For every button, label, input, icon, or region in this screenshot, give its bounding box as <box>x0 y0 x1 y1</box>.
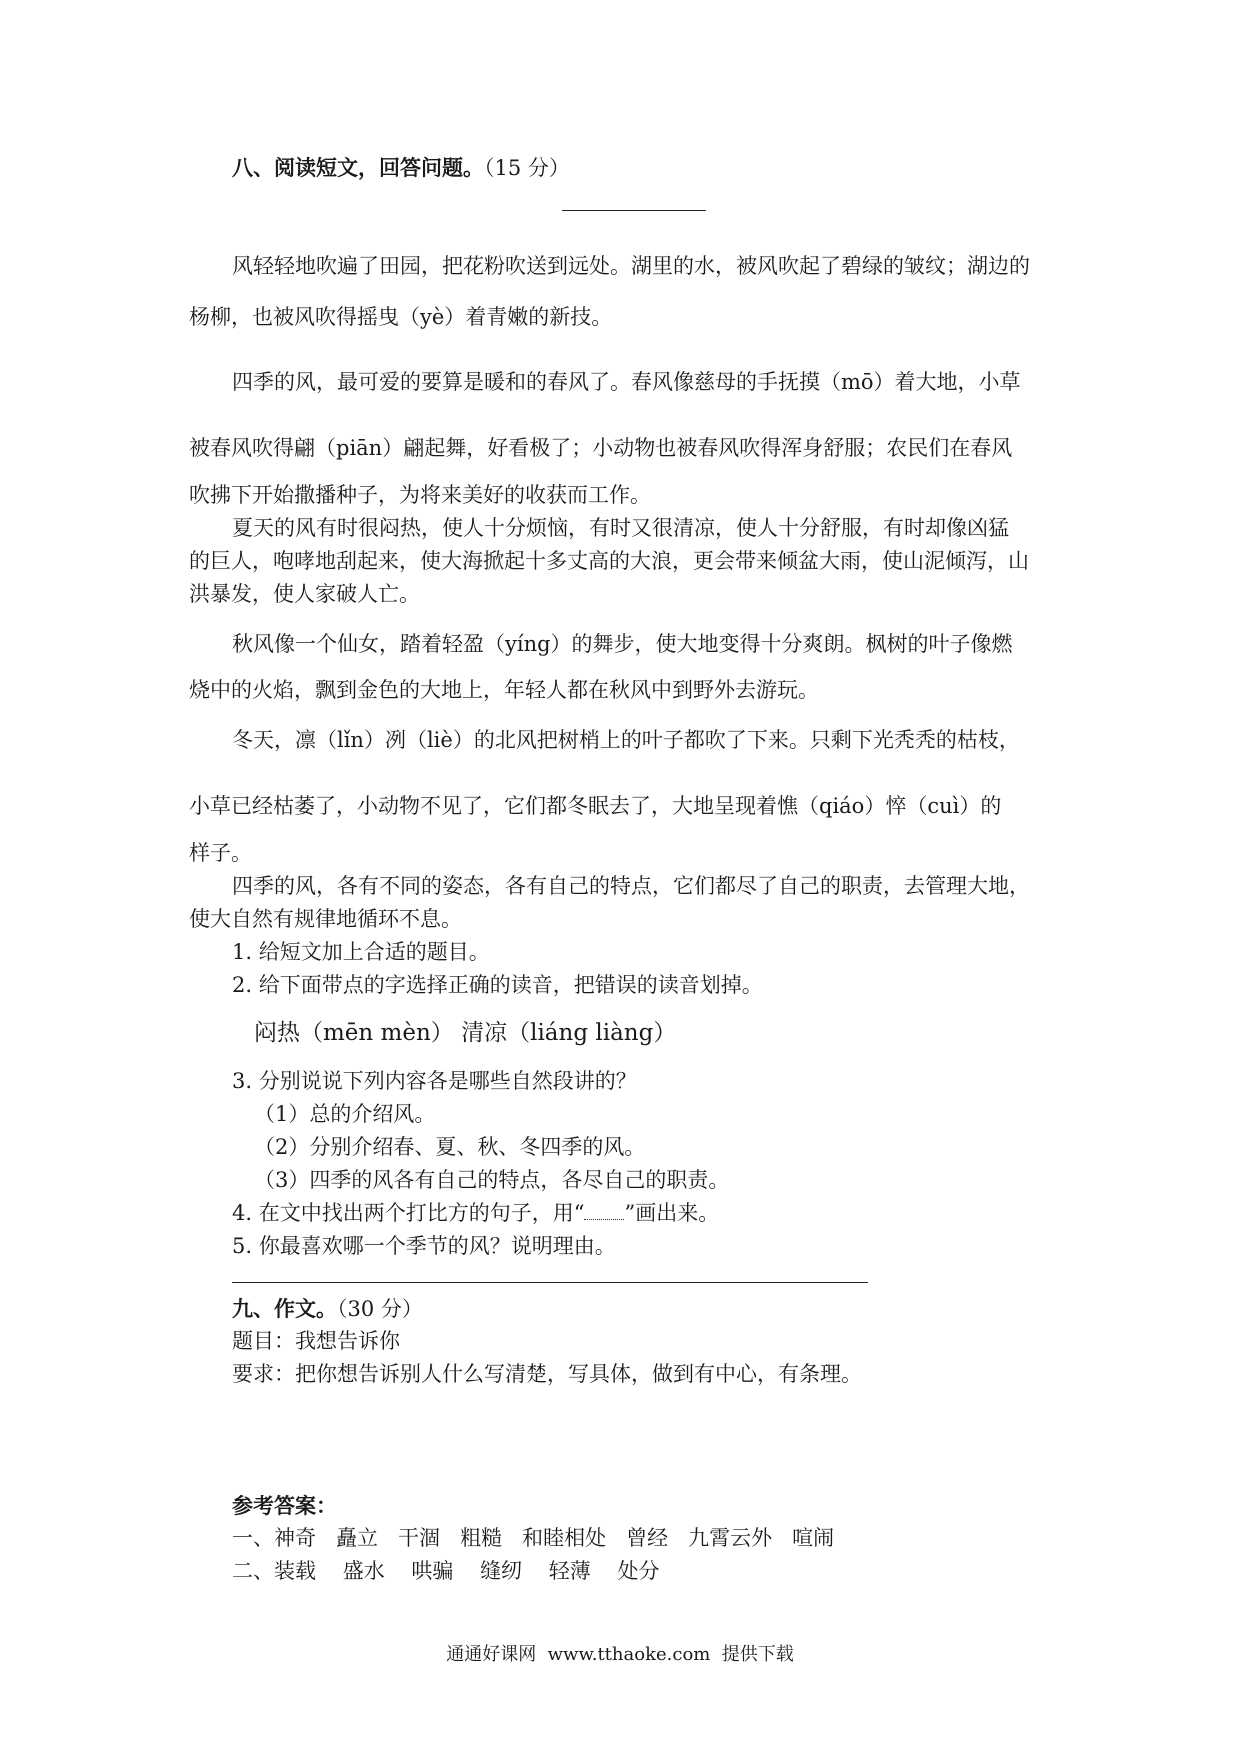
section9-heading-line <box>232 1298 423 1320</box>
passage-line: 被春风吹得翩（piān）翩起舞，好看极了；小动物也被春风吹得浑身舒服；农民们在春风 <box>189 436 1013 460</box>
essay-requirement: 要求：把你想告诉别人什么写清楚，写具体，做到有中心，有条理。 <box>232 1362 862 1386</box>
question-3-2: （2）分别介绍春、夏、秋、冬四季的风。 <box>254 1135 646 1159</box>
question-2-options: 闷热（mēn mèn） 清凉（liáng liàng） <box>254 1020 677 1046</box>
question-4-text-start: 4. 在文中找出两个打比方的句子，用“ <box>232 1201 585 1225</box>
wavy-underline-mark <box>584 1209 624 1220</box>
question-1: 1. 给短文加上合适的题目。 <box>232 940 490 964</box>
title-blank-line <box>562 210 706 211</box>
passage-line: 四季的风，最可爱的要算是暖和的春风了。春风像慈母的手抚摸（mō）着大地，小草 <box>232 370 1021 394</box>
passage-line: 洪暴发，使人家破人亡。 <box>189 582 420 606</box>
passage-line: 四季的风，各有不同的姿态，各有自己的特点，它们都尽了自己的职责，去管理大地， <box>232 874 1030 898</box>
passage-line: 吹拂下开始撒播种子，为将来美好的收获而工作。 <box>189 483 651 507</box>
question-2: 2. 给下面带点的字选择正确的读音，把错误的读音划掉。 <box>232 973 763 997</box>
section8-score: （15 分） <box>484 156 570 180</box>
question-3: 3. 分别说说下列内容各是哪些自然段讲的？ <box>232 1069 637 1093</box>
question-4 <box>232 1203 719 1224</box>
passage-line: 冬天，凛（lǐn）冽（liè）的北风把树梢上的叶子都吹了下来。只剩下光秃秃的枯枝， <box>232 728 1020 752</box>
passage-line: 的巨人，咆哮地刮起来，使大海掀起十多丈高的大浪，更会带来倾盆大雨，使山泥倾泻，山 <box>189 549 1029 573</box>
answers-line-1: 一、神奇 矗立 干涸 粗糙 和睦相处 曾经 九霄云外 喧闹 <box>232 1526 835 1550</box>
question-3-1: （1）总的介绍风。 <box>254 1102 436 1126</box>
passage-line: 烧中的火焰，飘到金色的大地上，年轻人都在秋风中到野外去游玩。 <box>189 678 819 702</box>
passage-line: 样子。 <box>189 841 252 865</box>
question-5: 5. 你最喜欢哪一个季节的风？说明理由。 <box>232 1234 616 1258</box>
passage-line: 小草已经枯萎了，小动物不见了，它们都冬眠去了，大地呈现着憔（qiáo）悴（cuì）的 <box>189 794 1002 818</box>
answers-heading: 参考答案： <box>232 1493 337 1518</box>
passage-line: 杨柳，也被风吹得摇曳（yè）着青嫩的新技。 <box>189 305 613 329</box>
section8-heading: 八、阅读短文，回答问题。 <box>232 155 484 180</box>
question-4-text-end: ”画出来。 <box>624 1201 720 1225</box>
page-footer: 通通好课网 www.tthaoke.com 提供下载 <box>446 1644 794 1665</box>
essay-title: 题目：我想告诉你 <box>232 1329 400 1353</box>
passage-line: 风轻轻地吹遍了田园，把花粉吹送到远处。湖里的水，被风吹起了碧绿的皱纹；湖边的 <box>232 254 1030 278</box>
passage-line: 使大自然有规律地循环不息。 <box>189 907 462 931</box>
section8-heading-line <box>232 157 570 179</box>
passage-line: 秋风像一个仙女，踏着轻盈（yíng）的舞步，使大地变得十分爽朗。枫树的叶子像燃 <box>232 632 1013 656</box>
answers-line-2: 二、装载 盛水 哄骗 缝纫 轻薄 处分 <box>232 1559 660 1583</box>
passage-line: 夏天的风有时很闷热，使人十分烦恼，有时又很清凉，使人十分舒服，有时却像凶猛 <box>232 516 1009 540</box>
section9-heading: 九、作文。 <box>232 1296 337 1321</box>
question-3-3: （3）四季的风各有自己的特点，各尽自己的职责。 <box>254 1168 730 1192</box>
section9-score: （30 分） <box>337 1297 423 1321</box>
section-divider <box>232 1282 868 1283</box>
